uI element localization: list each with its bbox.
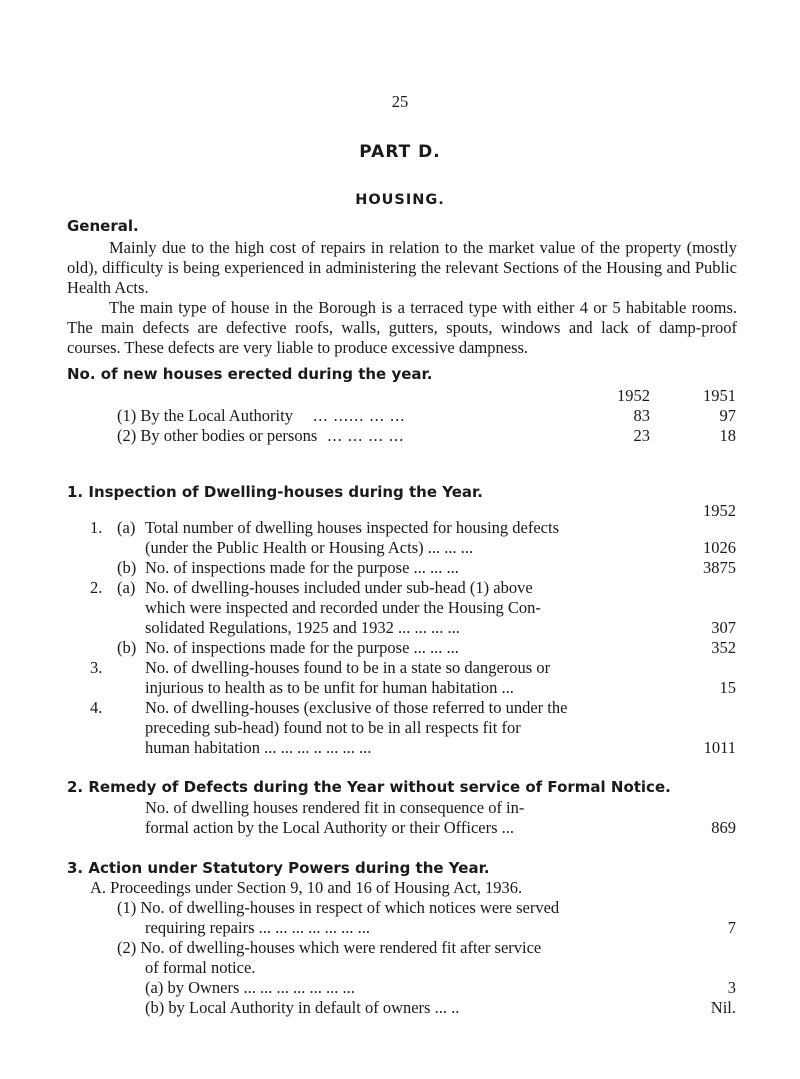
item-number: 2. (90, 578, 103, 597)
new-houses-value-1951: 97 (719, 406, 736, 425)
item-line: No. of inspections made for the purpose ... ... ... (145, 638, 459, 657)
item-line: No. of dwelling-houses included under sub-head (1) above (145, 578, 533, 597)
remedy-heading: 2. Remedy of Defects during the Year without service of Formal Notice. (67, 778, 671, 796)
owners-value: 3 (727, 978, 736, 997)
inspection-heading: 1. Inspection of Dwelling-houses during the Year. (67, 483, 483, 501)
item-line: preceding sub-head) found not to be in all respects fit for (145, 718, 521, 737)
page-number: 25 (391, 92, 409, 111)
item-sub: (b) (117, 638, 137, 657)
owners-label: (a) by Owners ... ... ... ... ... ... ... (145, 978, 355, 997)
item-line: No. of dwelling-houses found to be in a state so dangerous or (145, 658, 551, 677)
item-value: 3875 (703, 558, 736, 577)
item-line: No. of inspections made for the purpose ... ... ... (145, 558, 459, 577)
authority-label: (b) by Local Authority in default of owners ... .. (145, 998, 460, 1017)
general-paragraph-1: Mainly due to the high cost of repairs in relation to the market value of the property (mostly old), difficulty is being experienced in administering the relevant Sections of the Housing and Public Health Acts. (67, 238, 737, 297)
item-sub: (a) (117, 578, 136, 597)
item-value: 1011 (703, 738, 736, 757)
row-leader-dots: ... ... ... ... (327, 426, 405, 445)
item-value: 307 (711, 618, 736, 637)
new-houses-row-label (117, 406, 405, 426)
remedy-line: formal action by the Local Authority or their Officers ... (145, 818, 515, 837)
item-line: which were inspected and recorded under the Housing Con- (145, 598, 541, 617)
new-houses-value-1952: 83 (633, 406, 650, 425)
statutory-a-heading: A. Proceedings under Section 9, 10 and 16 of Housing Act, 1936. (90, 878, 523, 897)
section-title: HOUSING. (355, 192, 445, 208)
item-line: solidated Regulations, 1925 and 1932 ... ... ... ... (145, 618, 460, 637)
item-number: 1. (90, 518, 103, 537)
item-line: No. of dwelling-houses (exclusive of those referred to under the (145, 698, 568, 717)
statutory-item-line: requiring repairs ... ... ... ... ... ... ... (145, 918, 370, 937)
item-number: 3. (90, 658, 103, 677)
item-value: 15 (719, 678, 736, 697)
authority-value: Nil. (710, 998, 736, 1017)
item-line: (under the Public Health or Housing Acts) ... ... ... (145, 538, 474, 557)
item-value: 352 (711, 638, 736, 657)
inspection-year: 1952 (703, 501, 736, 520)
statutory-item-value: 7 (727, 918, 736, 937)
item-value: 1026 (703, 538, 736, 557)
item-line: Total number of dwelling houses inspected for housing defects (145, 518, 559, 537)
general-heading: General. (67, 217, 139, 235)
part-title: PART D. (359, 142, 441, 162)
general-paragraphs (67, 238, 737, 358)
new-houses-heading: No. of new houses erected during the year. (67, 365, 433, 383)
statutory-item-line: (2) No. of dwelling-houses which were rendered fit after service (117, 938, 542, 957)
remedy-line: No. of dwelling houses rendered fit in consequence of in- (145, 798, 525, 817)
row-label-text: (2) By other bodies or persons (117, 426, 318, 445)
remedy-value: 869 (711, 818, 736, 837)
new-houses-row-label (117, 426, 404, 446)
new-houses-value-1952: 23 (633, 426, 650, 445)
item-number: 4. (90, 698, 103, 717)
new-houses-col-1952: 1952 (617, 386, 650, 405)
statutory-heading: 3. Action under Statutory Powers during the Year. (67, 859, 490, 877)
item-sub: (a) (117, 518, 136, 537)
general-paragraph-2: The main type of house in the Borough is a terraced type with either 4 or 5 habitable rooms. The main defects are defective roofs, walls, gutters, spouts, windows and lack of damp-proof courses. These defects are very liable to produce excessive dampness. (67, 298, 737, 357)
new-houses-value-1951: 18 (719, 426, 736, 445)
row-leader-dots: ... ...... ... ... (313, 406, 406, 425)
item-line: human habitation ... ... ... .. ... ... ... (145, 738, 372, 757)
item-line: injurious to health as to be unfit for human habitation ... (145, 678, 514, 697)
statutory-item-line: of formal notice. (145, 958, 256, 977)
item-sub: (b) (117, 558, 137, 577)
row-label-text: (1) By the Local Authority (117, 406, 293, 425)
statutory-item-line: (1) No. of dwelling-houses in respect of which notices were served (117, 898, 560, 917)
new-houses-col-1951: 1951 (703, 386, 736, 405)
